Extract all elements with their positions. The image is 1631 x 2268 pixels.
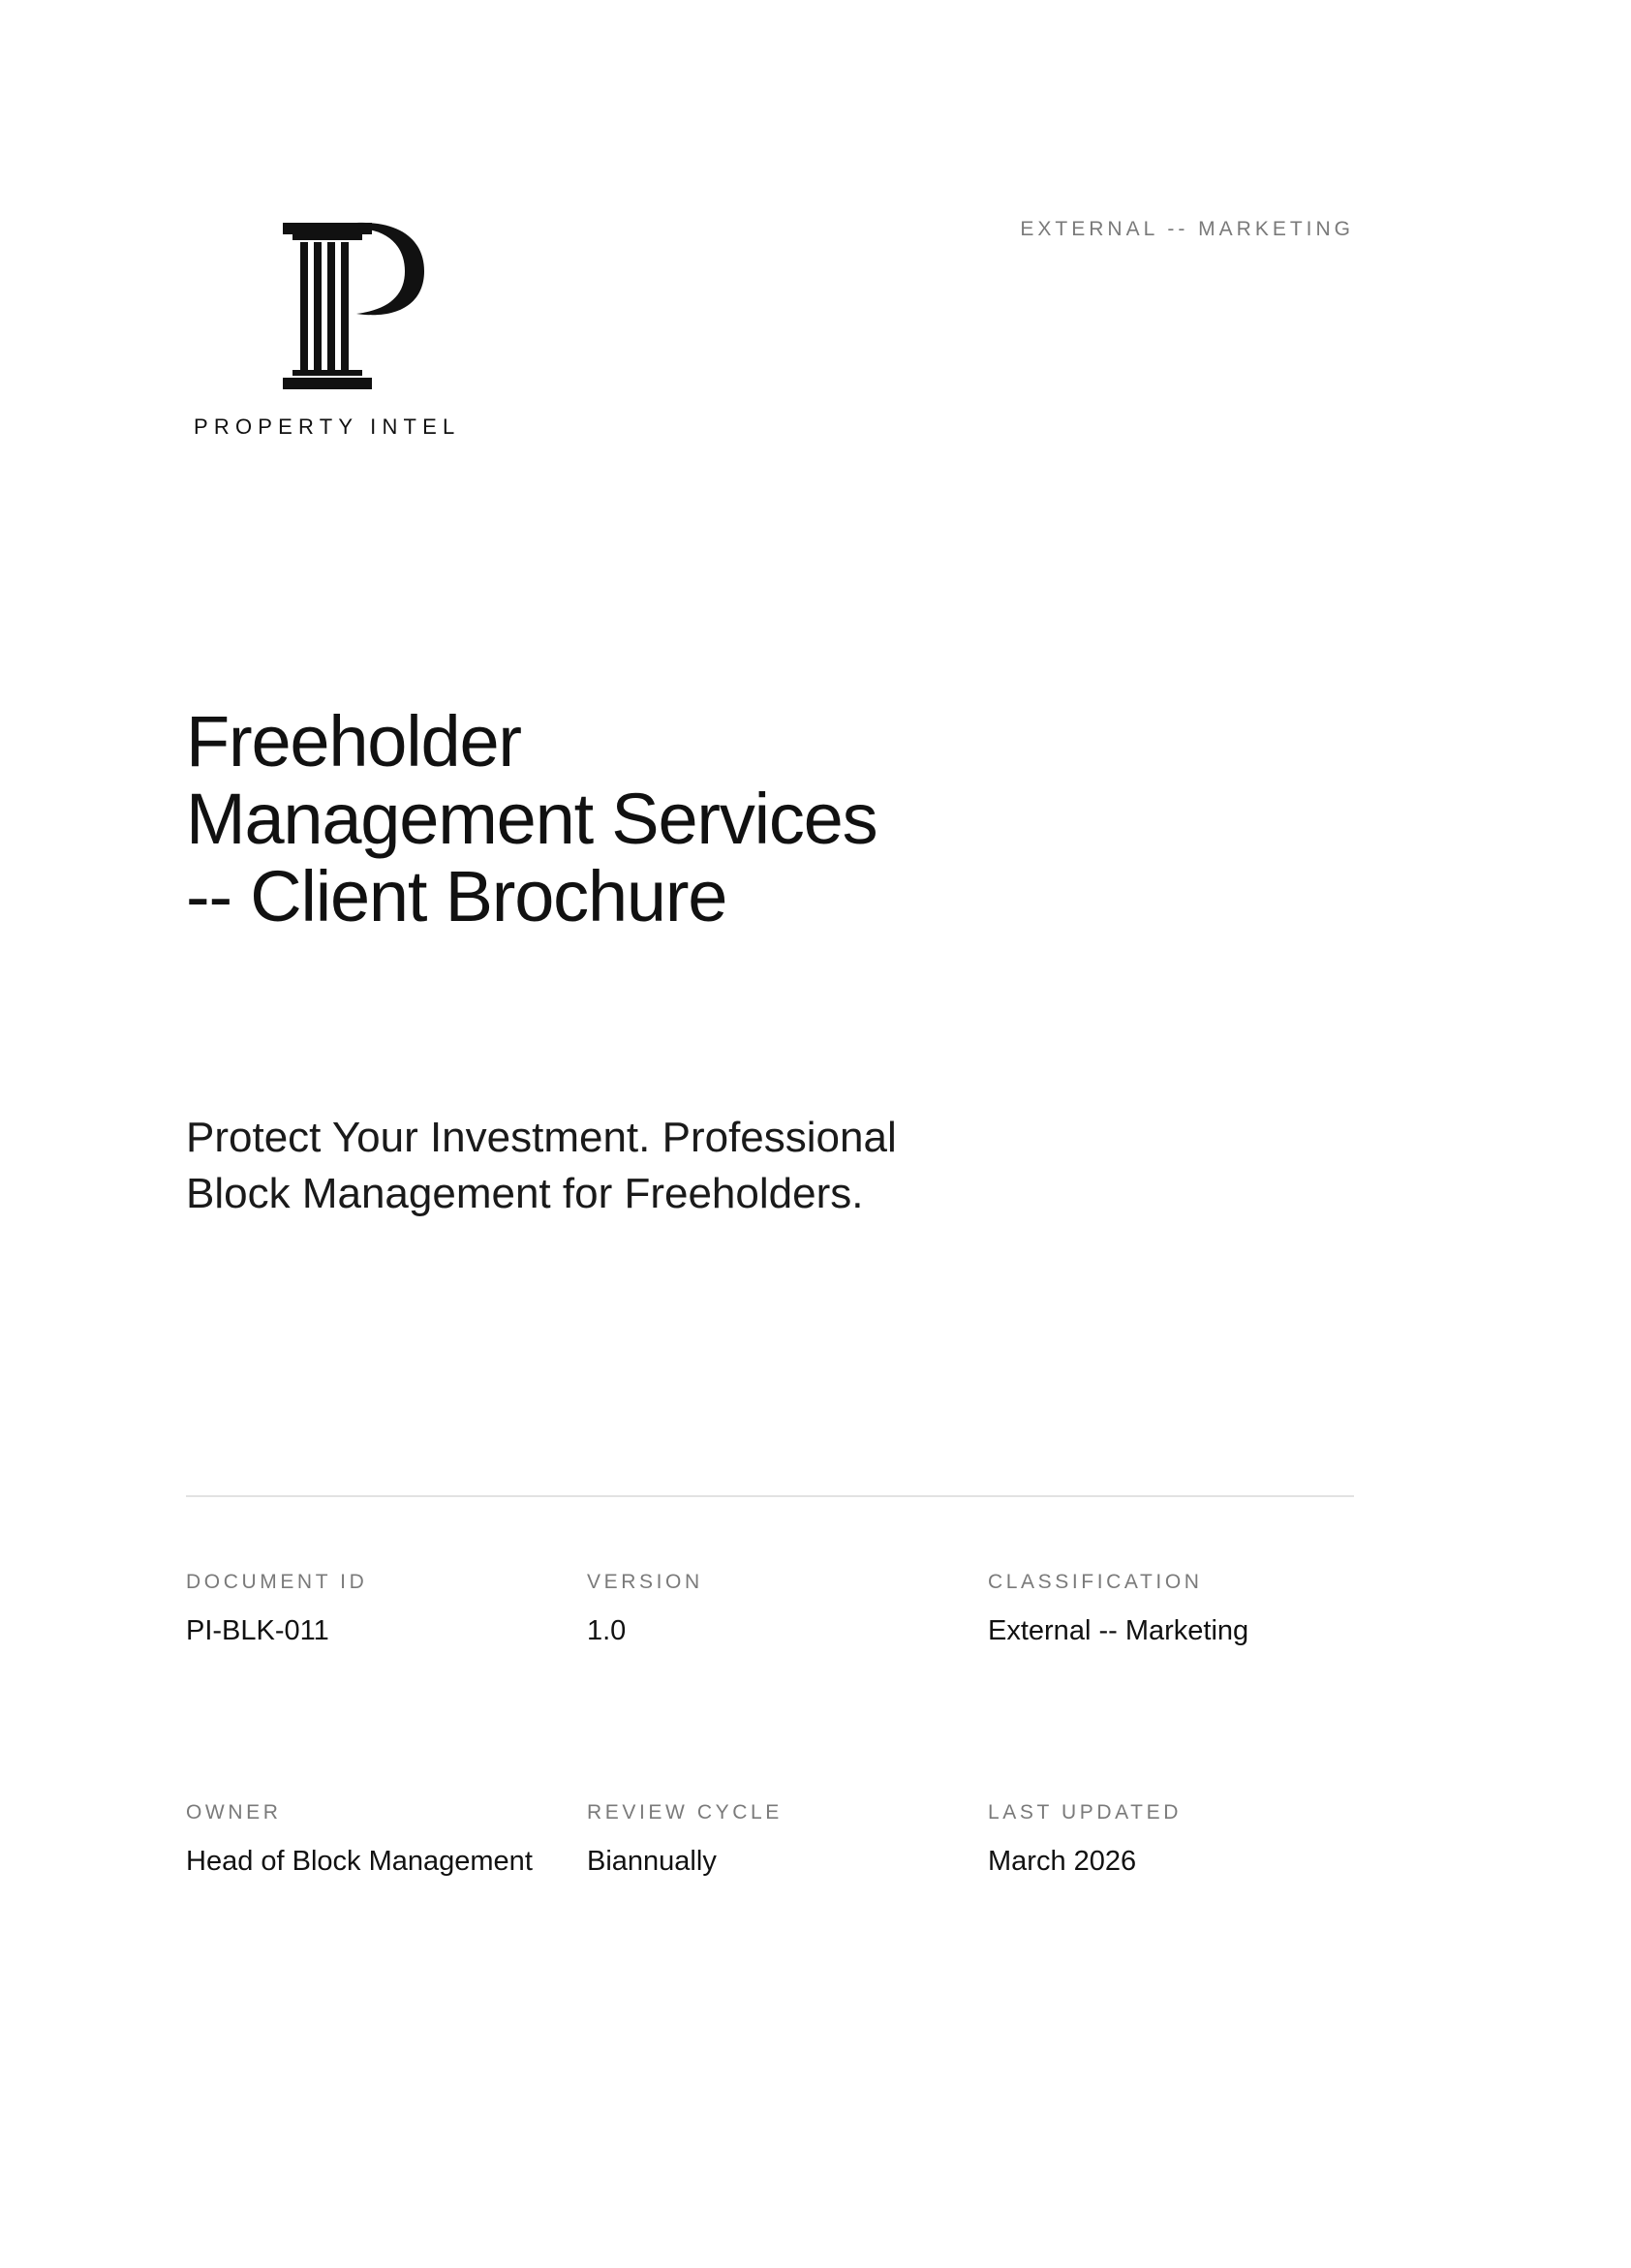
- brand-logo: [194, 221, 465, 453]
- divider: [186, 1495, 1354, 1497]
- meta-value: PI-BLK-011: [186, 1615, 329, 1646]
- meta-value: Biannually: [587, 1846, 717, 1877]
- meta-label: LAST UPDATED: [988, 1801, 1182, 1824]
- brand-name: PROPERTY INTEL: [194, 414, 461, 439]
- meta-value: 1.0: [587, 1615, 627, 1646]
- meta-document-id: [186, 1571, 573, 1647]
- title-line: Management Services: [186, 779, 877, 859]
- meta-label: CLASSIFICATION: [988, 1571, 1203, 1593]
- meta-last-updated: [988, 1801, 1375, 1878]
- meta-label: REVIEW CYCLE: [587, 1801, 783, 1824]
- meta-label: OWNER: [186, 1801, 282, 1824]
- classification-tag: EXTERNAL -- MARKETING: [1020, 218, 1354, 240]
- pillar-p-logo-icon: [279, 221, 426, 391]
- subtitle-line: Protect Your Investment. Professional: [186, 1114, 897, 1161]
- title-line: -- Client Brochure: [186, 856, 727, 936]
- subtitle-line: Block Management for Freeholders.: [186, 1170, 864, 1217]
- meta-version: [587, 1571, 974, 1647]
- document-subtitle: [186, 1110, 980, 1222]
- meta-value: External -- Marketing: [988, 1615, 1249, 1646]
- meta-label: VERSION: [587, 1571, 703, 1593]
- meta-classification: [988, 1571, 1375, 1647]
- title-line: Freeholder: [186, 701, 521, 782]
- meta-owner: [186, 1801, 573, 1878]
- meta-value: March 2026: [988, 1846, 1137, 1877]
- document-title: [186, 703, 961, 935]
- meta-value: Head of Block Management: [186, 1846, 533, 1877]
- meta-review-cycle: [587, 1801, 974, 1878]
- meta-label: DOCUMENT ID: [186, 1571, 368, 1593]
